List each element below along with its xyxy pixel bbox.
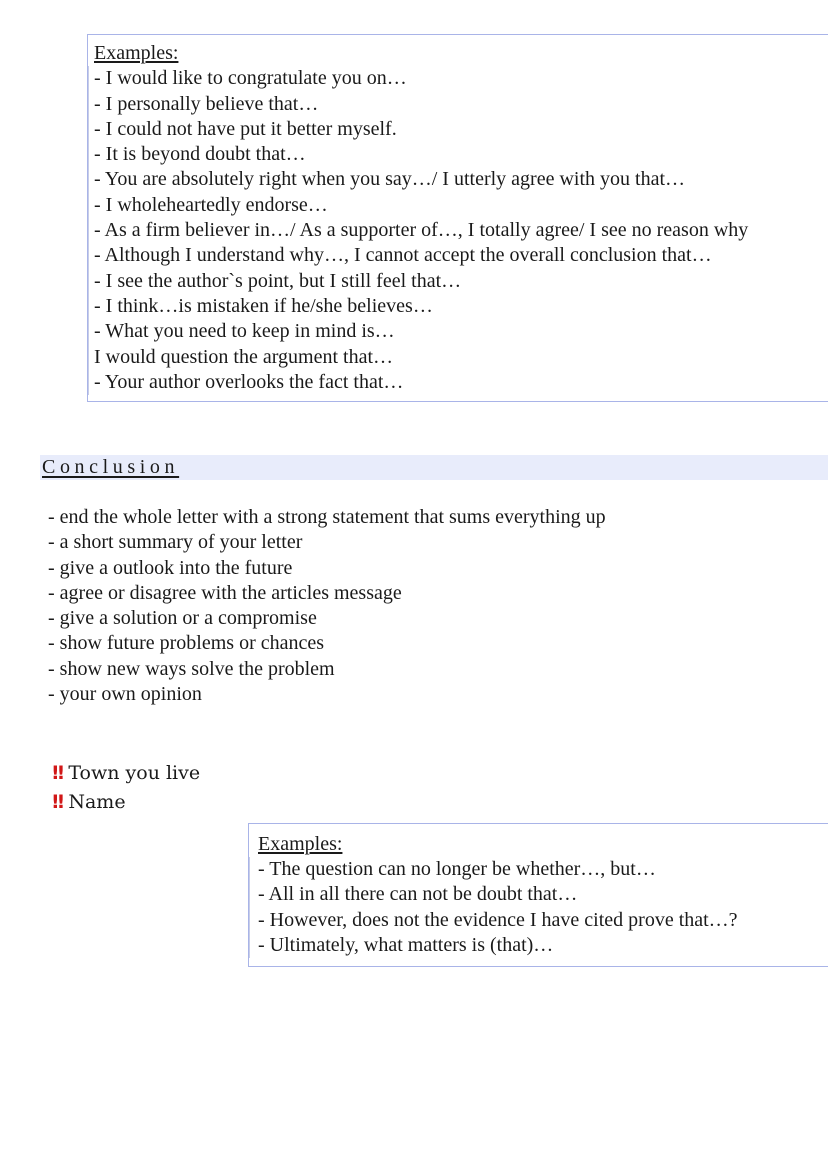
note-name (51, 788, 200, 817)
example-line: - Although I understand why…, I cannot accept the overall conclusion that… (94, 243, 828, 268)
note-text: Town you live (68, 762, 201, 784)
example-line: - It is beyond doubt that… (94, 142, 828, 167)
note-town (51, 759, 200, 788)
example-line: - I would like to congratulate you on… (94, 66, 828, 91)
example-line: - I personally believe that… (94, 92, 828, 117)
double-exclamation-icon: !! (51, 790, 63, 813)
examples-box-top (87, 34, 828, 402)
list-item: - show new ways solve the problem (48, 657, 335, 680)
section-title: Conclusion (42, 456, 180, 478)
example-line: - I could not have put it better myself. (94, 117, 828, 142)
example-line: - Ultimately, what matters is (that)… (258, 933, 828, 958)
examples-heading: Examples: (94, 42, 179, 64)
list-item: - end the whole letter with a strong statement that sums everything up (48, 506, 606, 528)
important-notes (51, 759, 200, 816)
example-line: - I see the author`s point, but I still feel that… (94, 269, 828, 294)
examples-box-bottom (248, 823, 828, 967)
examples-heading: Examples: (258, 833, 343, 855)
list-item: - show future problems or chances (48, 632, 325, 655)
example-line: - I wholeheartedly endorse… (94, 193, 828, 218)
example-line: - Your author overlooks the fact that… (94, 370, 828, 395)
double-exclamation-icon: !! (51, 762, 63, 784)
conclusion-section-header (40, 455, 828, 480)
example-line: - The question can no longer be whether…, but… (258, 857, 828, 882)
example-line: - I think…is mistaken if he/she believes… (94, 294, 828, 319)
example-line: - All in all there can not be doubt that… (258, 882, 828, 907)
example-line: - You are absolutely right when you say…/ I utterly agree with you that… (94, 167, 828, 192)
example-line: - What you need to keep in mind is… (94, 319, 828, 344)
list-item: - a short summary of your letter (48, 531, 303, 554)
example-line: - However, does not the evidence I have cited prove that…? (258, 908, 828, 933)
example-line: - As a firm believer in…/ As a supporter of…, I totally agree/ I see no reason why (94, 218, 828, 243)
list-item: - give a solution or a compromise (48, 607, 317, 630)
conclusion-list (48, 505, 606, 707)
list-item: - agree or disagree with the articles message (48, 581, 402, 604)
note-text: Name (68, 790, 126, 813)
list-item: - give a outlook into the future (48, 556, 293, 579)
example-line: I would question the argument that… (94, 345, 828, 370)
list-item: - your own opinion (48, 683, 202, 706)
